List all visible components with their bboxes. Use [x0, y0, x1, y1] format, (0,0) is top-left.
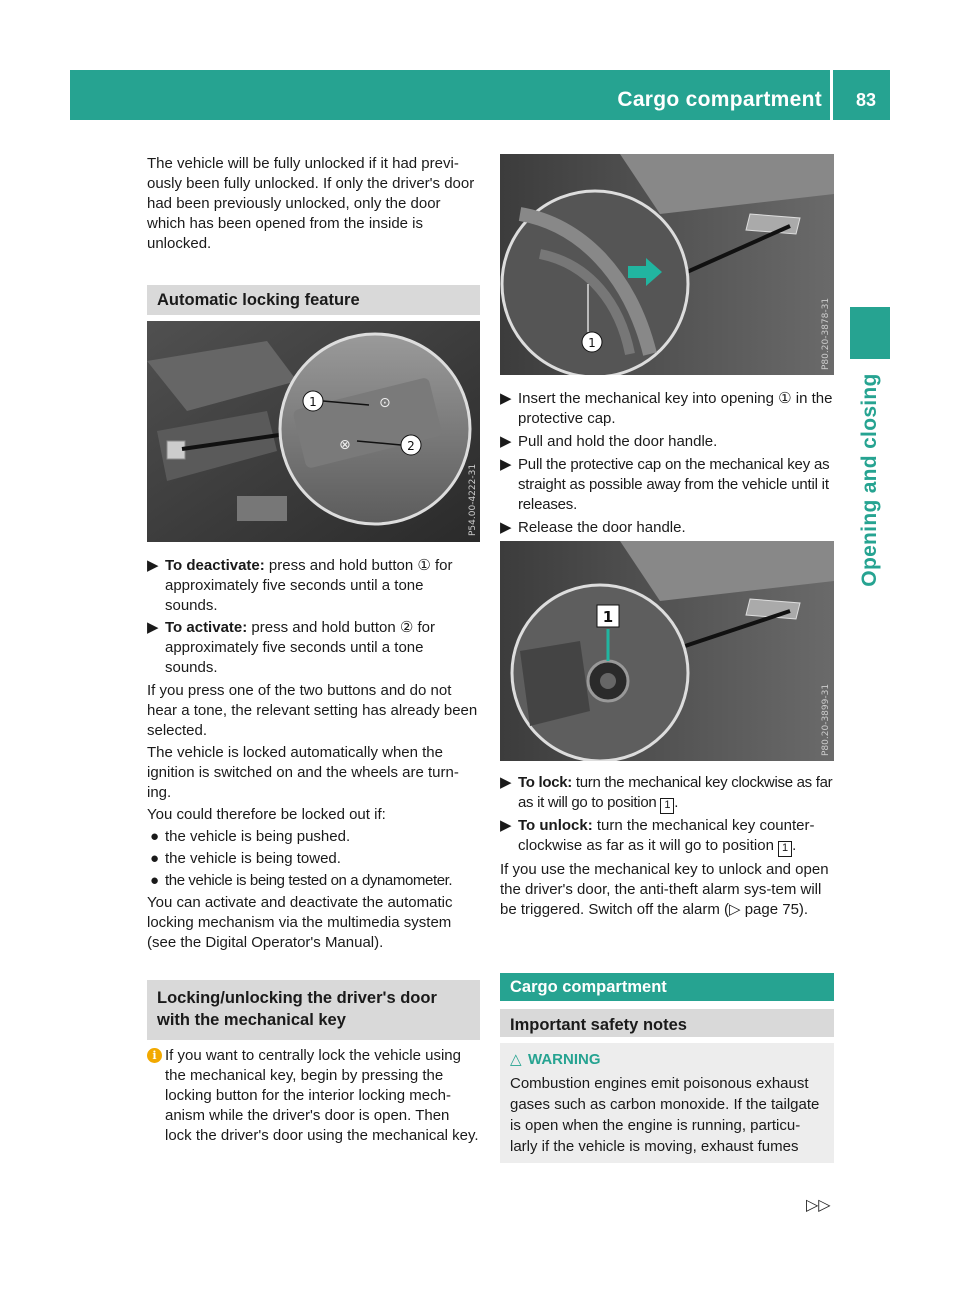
step-arrow-icon: ▶: [500, 774, 512, 791]
step-to-lock: ▶ To lock: turn the mechanical key clockwise as far as it will go to position 1 .: [500, 773, 834, 814]
list-item-text: the vehicle is being towed.: [165, 850, 341, 867]
continue-icon: ▷▷: [806, 1197, 831, 1214]
svg-text:P80.20-3899-31: P80.20-3899-31: [821, 683, 831, 756]
warning-triangle-icon: △: [510, 1051, 522, 1068]
header-title: Cargo compartment: [617, 88, 822, 111]
section-cargo-compartment: Cargo compartment: [500, 973, 834, 1001]
bullet-icon: ●: [150, 828, 160, 845]
lock-cylinder-illustration: [500, 541, 834, 761]
step-pull-cap: [500, 455, 834, 515]
step-release-handle: [500, 518, 834, 538]
info-note: [147, 1046, 480, 1146]
svg-text:1: 1: [602, 608, 614, 626]
step-arrow-icon: ▶: [500, 817, 512, 834]
figure-door-panel-buttons: [147, 321, 480, 542]
svg-text:⊗: ⊗: [339, 437, 351, 453]
step-text: Pull the protective cap on the mechanical key as straight as possible away from the vehicle until it releases.: [518, 456, 830, 513]
step-deactivate-label: To deactivate:: [165, 557, 265, 574]
svg-text:1: 1: [309, 395, 317, 409]
step-activate: [147, 618, 480, 678]
paragraph-auto-lock: The vehicle is locked automatically when the ignition is switched on and the wheels are turn-ing.: [147, 744, 459, 801]
page-number: 83: [855, 90, 876, 110]
step-arrow-icon: ▶: [500, 433, 512, 450]
warning-box: [500, 1043, 834, 1163]
step-text: Insert the mechanical key into opening ① in the protective cap.: [518, 390, 833, 427]
step-lock-label: To lock:: [518, 774, 572, 791]
step-unlock-text: turn the mechanical key counter-clockwise as far as it will go to position: [518, 817, 815, 854]
step-text: Release the door handle.: [518, 519, 686, 536]
step-activate-text: press and hold button ② for approximately five seconds until a tone sounds.: [165, 619, 435, 676]
header-bar: [70, 70, 890, 120]
info-icon: i: [147, 1048, 162, 1063]
step-activate-label: To activate:: [165, 619, 248, 636]
list-item-text: the vehicle is being tested on a dynamometer.: [165, 872, 453, 889]
step-arrow-icon: ▶: [147, 619, 159, 636]
step-lock-text: turn the mechanical key clockwise as far as it will go to position: [518, 774, 833, 811]
step-insert-key: [500, 389, 834, 429]
intro-paragraph: The vehicle will be fully unlocked if it had previ-ously been fully unlocked. If only the driver's door had been previously unlocked, only the door which has been opened from the inside is unlocked.: [147, 155, 475, 252]
warning-text: Combustion engines emit poisonous exhaust gases such as carbon monoxide. If the tailgate is open when the engine is running, particu-larly if the vehicle is moving, exhaust fumes: [510, 1075, 820, 1155]
section-automatic-locking: Automatic locking feature: [147, 285, 480, 315]
info-text: If you want to centrally lock the vehicle using the mechanical key, begin by pressing the locking button for the interior locking mech-anism while the driver's door is open. Then lock the driver's door using the mechanical key.: [165, 1047, 479, 1144]
bullet-icon: ●: [150, 850, 160, 867]
step-arrow-icon: ▶: [500, 456, 512, 473]
section-safety-notes: Important safety notes: [500, 1009, 834, 1037]
warning-header: [510, 1049, 824, 1071]
list-item-text: the vehicle is being pushed.: [165, 828, 351, 845]
svg-text:⊙: ⊙: [379, 395, 391, 411]
steps-lock-unlock: [500, 773, 834, 920]
paragraph-no-tone: If you press one of the two buttons and do not hear a tone, the relevant setting has already been selected.: [147, 682, 478, 739]
step-deactivate: [147, 556, 480, 616]
side-tab-label: Opening and closing: [858, 373, 881, 587]
step-text: Pull and hold the door handle.: [518, 433, 718, 450]
svg-text:1: 1: [588, 336, 596, 350]
section-mechanical-key: Locking/unlocking the driver's door with the mechanical key: [147, 980, 480, 1040]
bullet-icon: ●: [150, 872, 160, 889]
paragraph-multimedia: You can activate and deactivate the automatic locking mechanism via the multimedia system (see the Digital Operator's Manual).: [147, 894, 453, 951]
list-item: [147, 827, 480, 847]
svg-text:2: 2: [407, 439, 415, 453]
svg-text:P80.20-3878-31: P80.20-3878-31: [821, 297, 831, 370]
svg-text:P54.00-4222-31: P54.00-4222-31: [468, 463, 478, 536]
position-1-icon: 1: [660, 798, 674, 814]
header-divider: [830, 70, 833, 120]
paragraph-alarm: If you use the mechanical key to unlock and open the driver's door, the anti-theft alarm sys-tem will be triggered. Switch off the alarm (▷ page 75).: [500, 861, 829, 918]
steps-insert-key: [500, 389, 834, 538]
step-arrow-icon: ▶: [147, 557, 159, 574]
warning-title: WARNING: [528, 1051, 601, 1068]
step-pull-handle: [500, 432, 834, 452]
paragraph-locked-out: You could therefore be locked out if:: [147, 806, 386, 823]
list-item: [147, 849, 480, 869]
figure-door-handle-key: [500, 154, 834, 375]
position-1-icon: 1: [778, 841, 792, 857]
figure-lock-cylinder: [500, 541, 834, 761]
step-to-unlock: ▶ To unlock: turn the mechanical key counter-clockwise as far as it will go to position 1 .: [500, 816, 834, 857]
list-item: [147, 871, 480, 891]
left-column: [147, 154, 480, 254]
door-panel-illustration: [147, 321, 480, 542]
door-handle-illustration: [500, 154, 834, 375]
step-arrow-icon: ▶: [500, 390, 512, 407]
step-unlock-label: To unlock:: [518, 817, 593, 834]
left-column-body: [147, 556, 480, 953]
step-arrow-icon: ▶: [500, 519, 512, 536]
side-tab-marker: [850, 307, 890, 359]
step-deactivate-text: press and hold button ① for approximately five seconds until a tone sounds.: [165, 557, 453, 614]
